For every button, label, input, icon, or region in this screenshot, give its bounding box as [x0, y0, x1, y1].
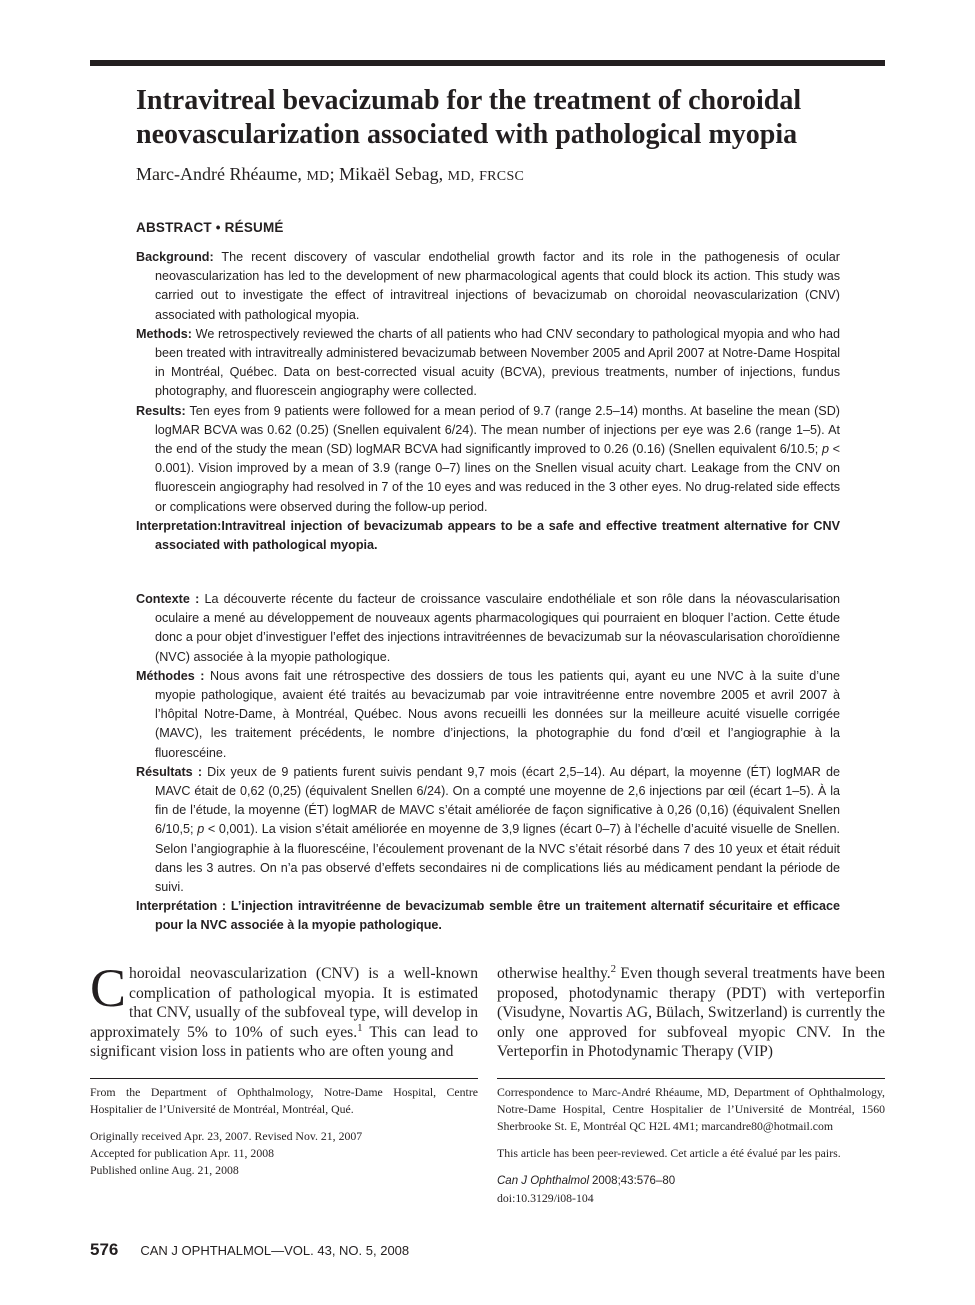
abstract-heading: ABSTRACT • RÉSUMÉ: [136, 220, 284, 235]
abstract-text: We retrospectively reviewed the charts of all patients who had CNV secondary to pathological myopia and who had been treated with intravitreally administered bevacizumab between November 2005 and April 2007 at Notre-Dame Hospital in Montréal, Québec. Data on best-corrected visual acuity (BCVA), previous treatments, number of injections, fundus photography, and fluorescein angiography were collected.: [155, 326, 840, 399]
abstract-label: Contexte :: [136, 592, 200, 606]
top-rule: [90, 60, 885, 66]
abstract-label: Methods:: [136, 326, 192, 341]
abstract-text: Intravitreal injection of bevacizumab appears to be a safe and effective treatment alternative for CNV associated with pathological myopia.: [155, 518, 840, 553]
resume-interpretation: [136, 897, 840, 935]
author-line: [136, 162, 876, 189]
body-text: Even though several treatments have been proposed, photodynamic therapy (PDT) with verteporfin (Visudyne, Novartis AG, Bülach, Switzerland) is currently the only one approved for subfoveal myopic CNV. In the Verteporfin in Photodynamic Therapy (VIP): [497, 965, 885, 1061]
abstract-interpretation: [136, 517, 840, 555]
author-2-degree: FRCSC: [479, 169, 525, 184]
journal-citation: [497, 1172, 885, 1190]
abstract-text: The recent discovery of vascular endothelial growth factor and its role in the pathogenesis of ocular neovascularization has led to the development of new pharmacological agents that could block its action. This study was carried out to investigate the effect of intravitreal injections of bevacizumab on choroidal neovascularization (CNV) associated with pathological myopia.: [155, 250, 840, 322]
author-1-name: Marc-André Rhéaume,: [136, 164, 302, 184]
body-column-left: [90, 958, 479, 1062]
resume-contexte: [136, 590, 840, 667]
page-footer: [90, 1240, 409, 1261]
abstract-text: < 0.001). Vision improved by a mean of 3.9 (range 0–7) lines on the Snellen visual acuity chart. Leakage from the CNV on fluorescein angiography had resolved in 7 of the 10 eyes and was reduced in the 3 other eyes. No drug-related side effects or complications were observed during the follow-up period.: [155, 442, 840, 514]
p-value-symbol: p: [197, 822, 205, 837]
abstract-label: Interprétation :: [136, 899, 227, 914]
footnote-affiliation: [90, 1084, 478, 1179]
abstract-label: Résultats :: [136, 764, 203, 779]
abstract-text: La découverte récente du facteur de croissance vasculaire endothéliale et son rôle dans la néovascularisation oculaire a mené au développement de nouveaux agents pharmacologiques qui pourraient en bloquer l’action. Cette étude donc a pour objet d’investiguer l’effet des injections intravitréennes de bevacizumab sur la néovascularisation choroïdienne (NVC) associée à la myopie pathologique.: [155, 592, 841, 664]
body-text: otherwise healthy.: [497, 965, 611, 982]
page-number: 576: [90, 1240, 119, 1259]
footnote-divider-left: [90, 1078, 478, 1079]
abstract-text: L’injection intravitréenne de bevacizumab semble être un traitement alternatif sécuritaire et efficace pour la NVC associée à la myopie pathologique.: [155, 899, 841, 933]
resume-methodes: [136, 667, 840, 763]
footnote-divider-right: [497, 1078, 885, 1079]
correspondence-text: Correspondence to Marc-André Rhéaume, MD, Department of Ophthalmology, Notre-Dame Hospital, Centre Hospitalier de l’Université de Montréal, 1560 Sherbrooke St. E, Montréal QC H2L 4M1; marcandre80@hotmail.com: [497, 1085, 885, 1133]
abstract-label: Méthodes :: [136, 668, 205, 683]
published-date: Published online Aug. 21, 2008: [90, 1163, 239, 1177]
abstract-text: Dix yeux de 9 patients furent suivis pendant 9,7 mois (écart 2,5–14). Au départ, la moyenne (ÉT) logMAR de MAVC était de 0,62 (0,25) (équivalent Snellen 6/24). On a compté une moyenne de 2,6 injections par œil (écart 1–5). À la fin de l’étude, la moyenne (ÉT) logMAR de MAVC s’était améliorée de façon significative à 0,26 (0,16) (équivalent Snellen 6/10,5;: [155, 764, 841, 837]
doi: doi:10.3129/i08-104: [497, 1191, 594, 1205]
received-date: Originally received Apr. 23, 2007. Revised Nov. 21, 2007: [90, 1129, 363, 1143]
abstract-text: < 0,001). La vision s’était améliorée en moyenne de 3,9 lignes (écart 0–7) à l’échelle d’acuité visuelle de Snellen. Selon l’angiographie à la fluorescéine, l’écoulement provenant de la NVC s’était résorbé dans 7 des 10 yeux et était réduit dans les 3 autres. On n’a pas observé d’effets secondaires ni de complications liés au médicament pendant la période de suivi.: [155, 822, 840, 895]
p-value-symbol: p: [821, 442, 829, 457]
abstract-label: Background:: [136, 250, 214, 264]
abstract-english: [136, 248, 840, 555]
abstract-french: [136, 590, 840, 936]
author-1-degree: MD: [306, 169, 330, 184]
abstract-background: [136, 248, 840, 325]
body-paragraph: [90, 958, 479, 1062]
body-text: horoidal neovascularization (CNV) is a well-known complication of pathological myopia. It is estimated that CNV, usually of the subfoveal type, will develop in approximately 5% to 10% of such eyes.: [90, 965, 478, 1041]
resume-resultats: [136, 763, 840, 897]
abstract-text: Ten eyes from 9 patients were followed for a mean period of 9.7 (range 2.5–14) months. At baseline the mean (SD) logMAR BCVA was 0.62 (0.25) (Snellen equivalent 6/24). The mean number of injections per eye was 2.6 (range 1–5). At the end of the study the mean (SD) logMAR BCVA had significantly improved to 0.26 (0.16) (Snellen equivalent 6/10.5;: [155, 403, 840, 457]
article-title: Intravitreal bevacizumab for the treatment of choroidal neovascularization associated with pathological myopia: [136, 85, 802, 150]
abstract-text: Nous avons fait une rétrospective des dossiers de tous les patients qui, ayant eu une NVC à la suite d’une myopie pathologique, avaient été traités au bevacizumab par voie intravitréenne entre novembre 2005 et avril 2007 à l’hôpital Notre-Dame, à Montréal, Québec. Nous avons recueilli les données sur la meilleure acuité visuelle corrigée (MAVC), les traitement précédents, le nombre d’injections, la photographie du fond d’œil et l’angiographie à la fluorescéine.: [155, 668, 841, 760]
abstract-label: Results:: [136, 403, 186, 418]
abstract-methods: [136, 325, 840, 402]
journal-name: Can J Ophthalmol: [497, 1175, 590, 1187]
body-paragraph: [497, 964, 885, 1062]
affiliation-text: From the Department of Ophthalmology, Notre-Dame Hospital, Centre Hospitalier de l’Université de Montréal, Montréal, Qué.: [90, 1085, 478, 1116]
author-separator: ;: [329, 164, 335, 184]
drop-cap: C: [90, 958, 127, 1018]
accepted-date: Accepted for publication Apr. 11, 2008: [90, 1146, 275, 1160]
reference-marker: 1: [357, 1021, 363, 1034]
body-text: This can lead to significant vision loss in patients who are often young and: [90, 1023, 479, 1061]
abstract-results: [136, 402, 840, 517]
journal-issue: CAN J OPHTHALMOL—VOL. 43, NO. 5, 2008: [140, 1243, 410, 1258]
peer-review-note: This article has been peer-reviewed. Cet article a été évalué par les pairs.: [497, 1146, 841, 1160]
footnote-correspondence: [497, 1084, 885, 1207]
author-2-degree: MD,: [447, 169, 475, 184]
author-2-name: Mikaël Sebag,: [339, 164, 444, 184]
reference-marker: 2: [610, 962, 617, 975]
abstract-label: Interpretation:: [136, 518, 222, 533]
body-column-right: [497, 964, 885, 1062]
citation-volume: 2008;43:576–80: [592, 1175, 676, 1187]
